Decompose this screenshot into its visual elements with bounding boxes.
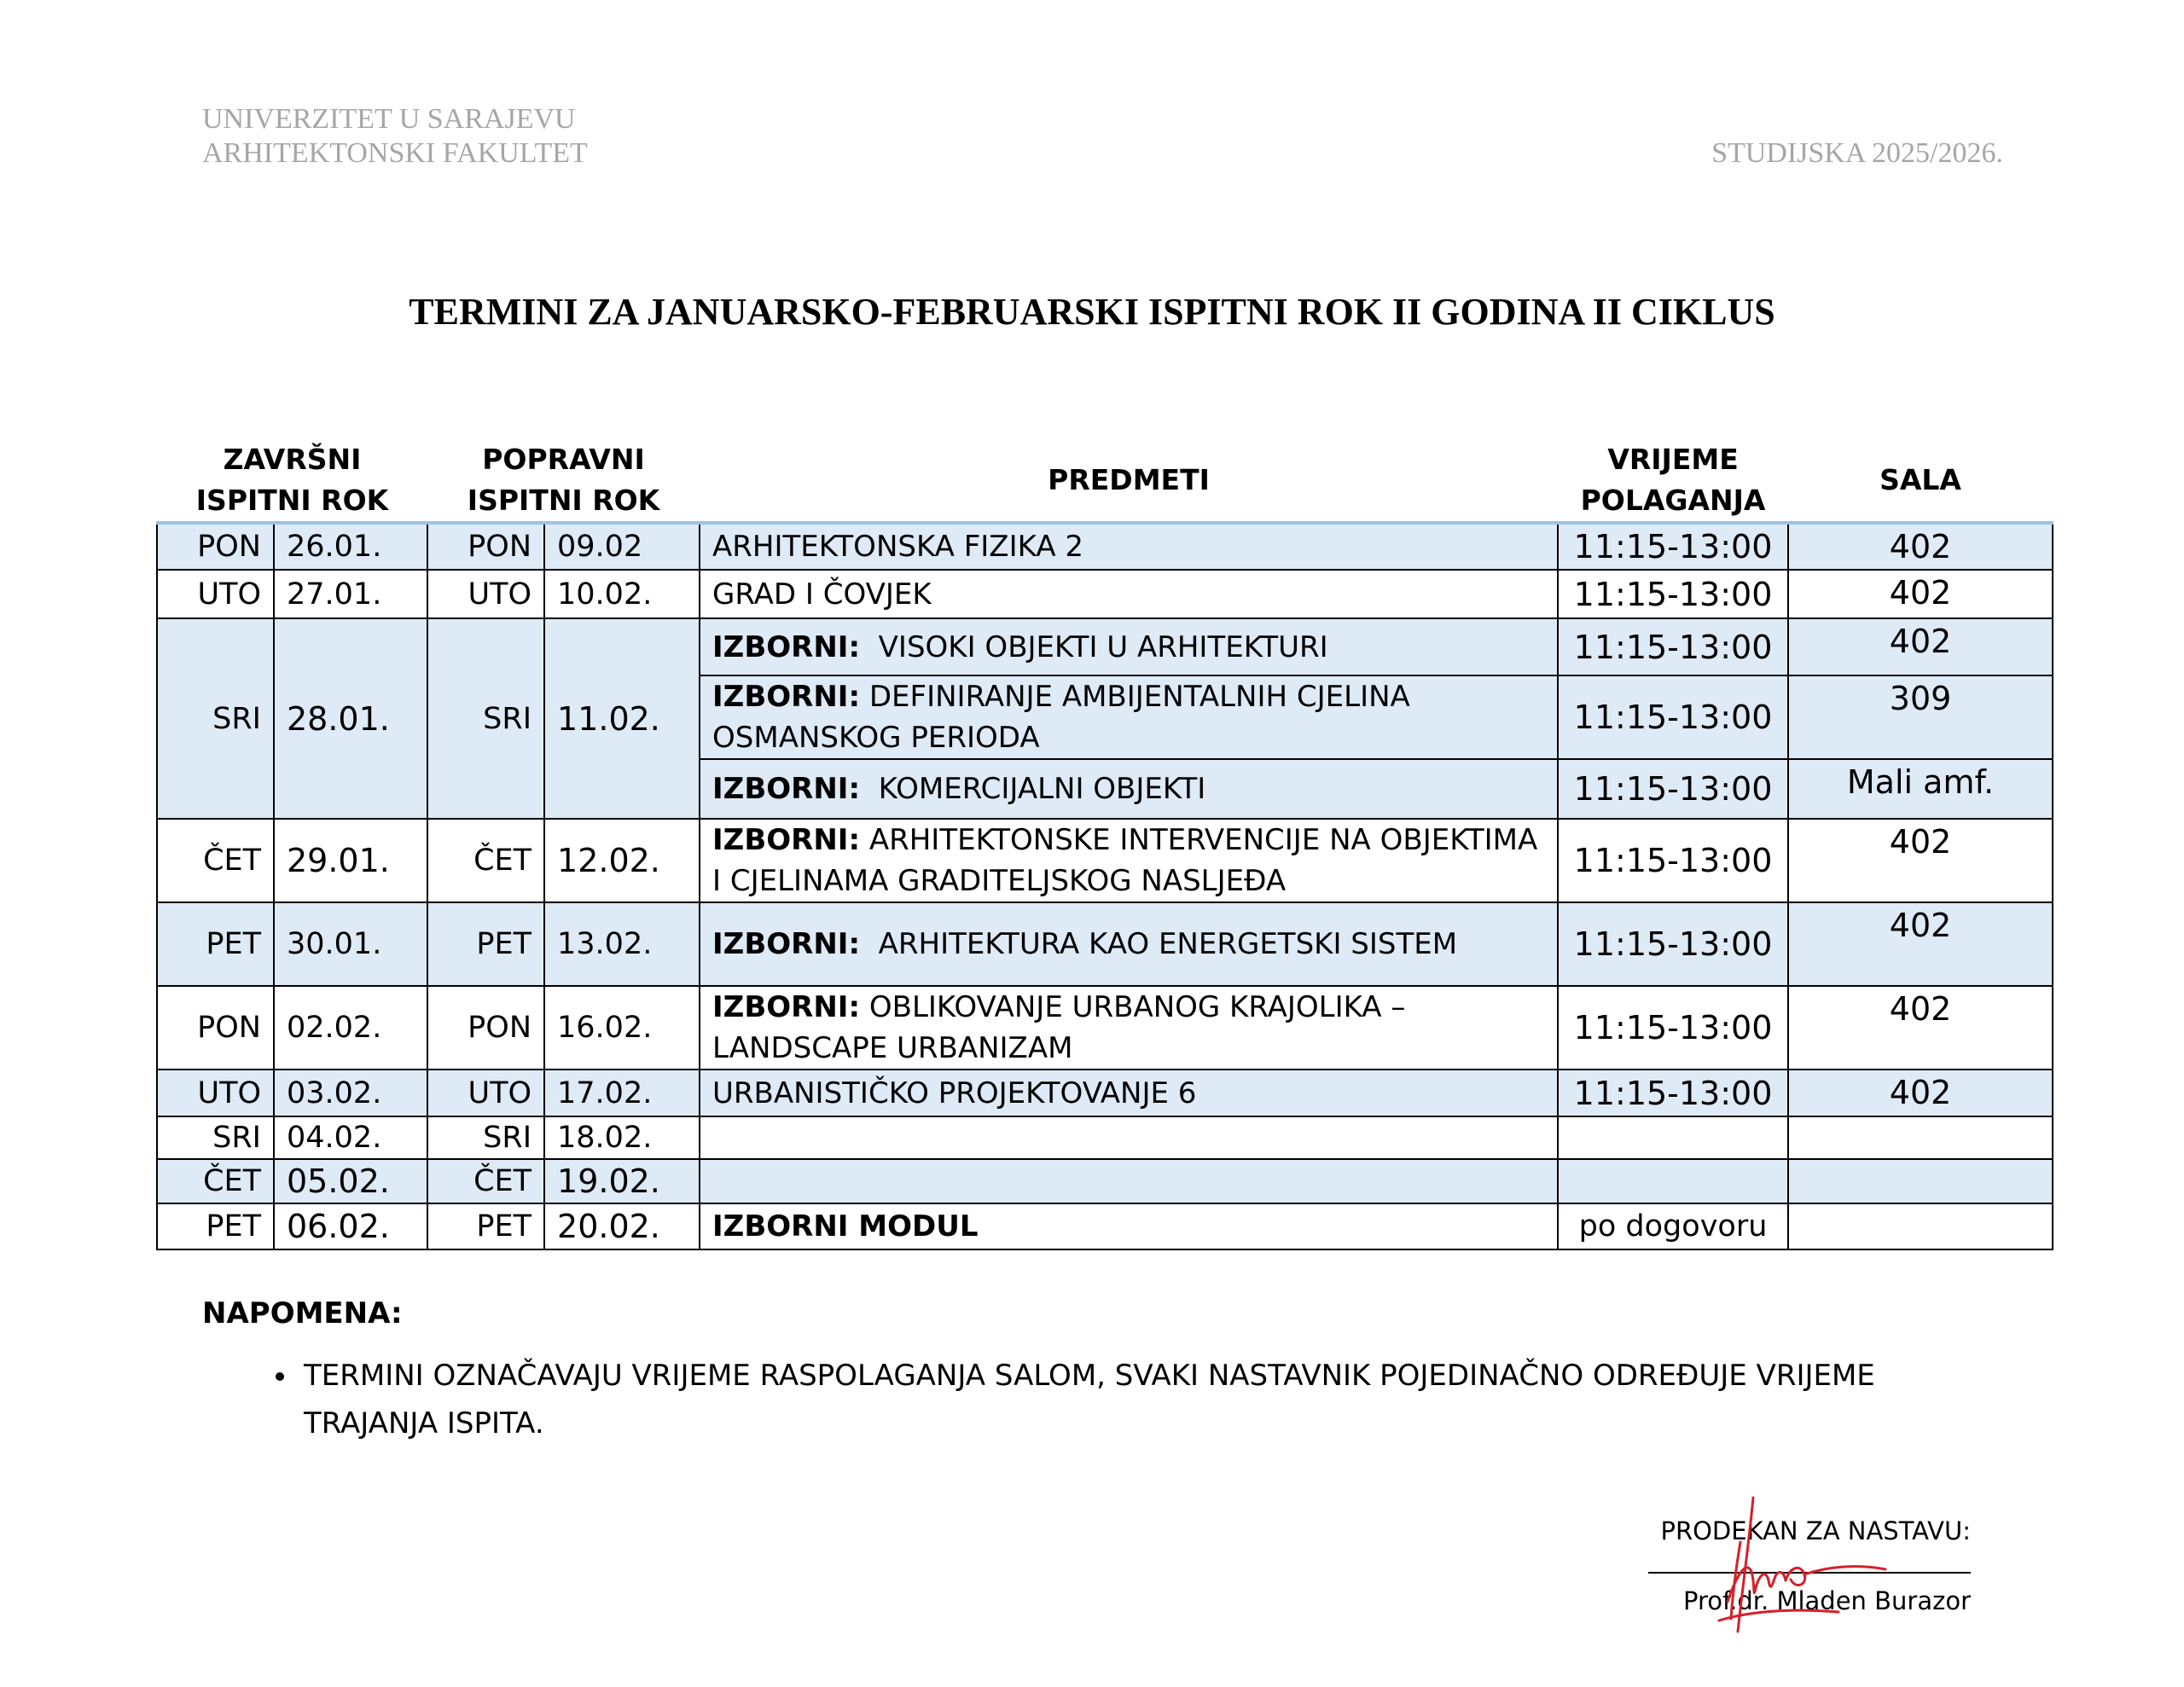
header-zavrsni: ZAVRŠNI ISPITNI ROK (195, 443, 389, 517)
elective-label: IZBORNI: (712, 772, 861, 806)
exam-time: 11:15-13:00 (1558, 759, 1788, 819)
date-zavrsni: 28.01. (274, 618, 427, 819)
day-popravni: PON (427, 523, 544, 570)
day-popravni: SRI (427, 1116, 544, 1159)
exam-time: 11:15-13:00 (1558, 618, 1788, 675)
subject (700, 1203, 1558, 1249)
exam-time: 11:15-13:00 (1558, 675, 1788, 759)
date-zavrsni: 30.01. (274, 902, 427, 986)
elective-label: IZBORNI: (712, 990, 861, 1024)
subject: IZBORNI: OBLIKOVANJE URBANOG KRAJOLIKA – LANDSCAPE URBANIZAM (700, 986, 1558, 1070)
date-popravni: 12.02. (544, 819, 700, 902)
exam-schedule-table (156, 439, 2053, 1250)
exam-time: 11:15-13:00 (1558, 523, 1788, 570)
table-row (157, 570, 2053, 618)
subject: IZBORNI: ARHITEKTURA KAO ENERGETSKI SISTEM (700, 902, 1558, 986)
date-popravni: 10.02. (544, 570, 700, 618)
signatory-role: PRODEKAN ZA NASTAVU: (1660, 1516, 1971, 1545)
subject: IZBORNI: DEFINIRANJE AMBIJENTALNIH CJELINA OSMANSKOG PERIODA (700, 675, 1558, 759)
faculty-name: ARHITEKTONSKI FAKULTET (202, 137, 588, 169)
room (1788, 1159, 2053, 1203)
subject: IZBORNI: KOMERCIJALNI OBJEKTI (700, 759, 1558, 819)
room (1788, 1203, 2053, 1249)
header-popravni: POPRAVNI ISPITNI ROK (467, 443, 660, 517)
day-zavrsni: PON (157, 986, 274, 1070)
date-zavrsni: 03.02. (274, 1070, 427, 1116)
subject: ARHITEKTONSKA FIZIKA 2 (700, 523, 1558, 570)
day-popravni: ČET (427, 1159, 544, 1203)
day-popravni: SRI (427, 618, 544, 819)
elective-label: IZBORNI: (712, 680, 861, 714)
exam-time: 11:15-13:00 (1558, 902, 1788, 986)
university-name: UNIVERZITET U SARAJEVU (202, 103, 576, 135)
page-title: TERMINI ZA JANUARSKO-FEBRUARSKI ISPITNI ROK II GODINA II CIKLUS (409, 291, 1775, 333)
date-popravni: 17.02. (544, 1070, 700, 1116)
date-zavrsni: 26.01. (274, 523, 427, 570)
signatory-name: Prof.dr. Mladen Burazor (1683, 1586, 1971, 1615)
date-zavrsni: 29.01. (274, 819, 427, 902)
table-row (157, 1070, 2053, 1116)
elective-label: IZBORNI: (712, 823, 861, 857)
room: 309 (1788, 675, 2053, 759)
exam-time (1558, 1116, 1788, 1159)
academic-year: STUDIJSKA 2025/2026. (1711, 137, 2003, 169)
table-row (157, 1159, 2053, 1203)
day-zavrsni: PET (157, 902, 274, 986)
day-zavrsni: PET (157, 1203, 274, 1249)
room: 402 (1788, 902, 2053, 986)
day-zavrsni: ČET (157, 819, 274, 902)
exam-time: 11:15-13:00 (1558, 819, 1788, 902)
table-header-row (157, 439, 2053, 523)
date-zavrsni: 02.02. (274, 986, 427, 1070)
table-row (157, 902, 2053, 986)
exam-time: 11:15-13:00 (1558, 1070, 1788, 1116)
note-title: NAPOMENA: (202, 1296, 403, 1330)
date-zavrsni: 05.02. (274, 1159, 427, 1203)
elective-label: IZBORNI: (712, 629, 861, 664)
day-zavrsni: UTO (157, 1070, 274, 1116)
room: 402 (1788, 570, 2053, 618)
table-row (157, 618, 2053, 675)
room: 402 (1788, 819, 2053, 902)
date-zavrsni: 06.02. (274, 1203, 427, 1249)
header-predmeti: PREDMETI (1048, 463, 1210, 496)
institution-header (202, 102, 588, 171)
exam-time: po dogovoru (1558, 1203, 1788, 1249)
exam-time (1558, 1159, 1788, 1203)
date-popravni: 13.02. (544, 902, 700, 986)
room: 402 (1788, 618, 2053, 675)
day-zavrsni: PON (157, 523, 274, 570)
elective-module-label: IZBORNI MODUL (712, 1209, 979, 1244)
day-zavrsni: SRI (157, 618, 274, 819)
header-vrijeme: VRIJEME POLAGANJA (1580, 443, 1766, 517)
subject (700, 1116, 1558, 1159)
room (1788, 1116, 2053, 1159)
date-popravni: 09.02 (544, 523, 700, 570)
date-popravni: 16.02. (544, 986, 700, 1070)
subject: GRAD I ČOVJEK (700, 570, 1558, 618)
date-popravni: 11.02. (544, 618, 700, 819)
room: 402 (1788, 986, 2053, 1070)
date-zavrsni: 27.01. (274, 570, 427, 618)
table-row (157, 819, 2053, 902)
day-popravni: ČET (427, 819, 544, 902)
table-row (157, 1203, 2053, 1249)
day-popravni: PET (427, 902, 544, 986)
subject: URBANISTIČKO PROJEKTOVANJE 6 (700, 1070, 1558, 1116)
day-popravni: UTO (427, 1070, 544, 1116)
room: 402 (1788, 1070, 2053, 1116)
handwritten-signature (1702, 1491, 1898, 1636)
table-row (157, 1116, 2053, 1159)
header-sala: SALA (1879, 463, 1961, 496)
subject (700, 1159, 1558, 1203)
day-popravni: UTO (427, 570, 544, 618)
exam-time: 11:15-13:00 (1558, 986, 1788, 1070)
subject: IZBORNI: ARHITEKTONSKE INTERVENCIJE NA OBJEKTIMA I CJELINAMA GRADITELJSKOG NASLJEĐA (700, 819, 1558, 902)
table-row (157, 523, 2053, 570)
day-zavrsni: ČET (157, 1159, 274, 1203)
elective-label: IZBORNI: (712, 927, 861, 961)
day-popravni: PET (427, 1203, 544, 1249)
note-list (247, 1352, 1962, 1447)
table-row (157, 986, 2053, 1070)
note-item: • TERMINI OZNAČAVAJU VRIJEME RASPOLAGANJA SALOM, SVAKI NASTAVNIK POJEDINAČNO ODREĐUJE VRIJEME TRAJANJA ISPITA. (299, 1352, 1962, 1447)
room: Mali amf. (1788, 759, 2053, 819)
date-popravni: 18.02. (544, 1116, 700, 1159)
date-popravni: 19.02. (544, 1159, 700, 1203)
date-zavrsni: 04.02. (274, 1116, 427, 1159)
exam-time: 11:15-13:00 (1558, 570, 1788, 618)
date-popravni: 20.02. (544, 1203, 700, 1249)
day-zavrsni: SRI (157, 1116, 274, 1159)
day-popravni: PON (427, 986, 544, 1070)
room: 402 (1788, 523, 2053, 570)
subject: IZBORNI: VISOKI OBJEKTI U ARHITEKTURI (700, 618, 1558, 675)
day-zavrsni: UTO (157, 570, 274, 618)
